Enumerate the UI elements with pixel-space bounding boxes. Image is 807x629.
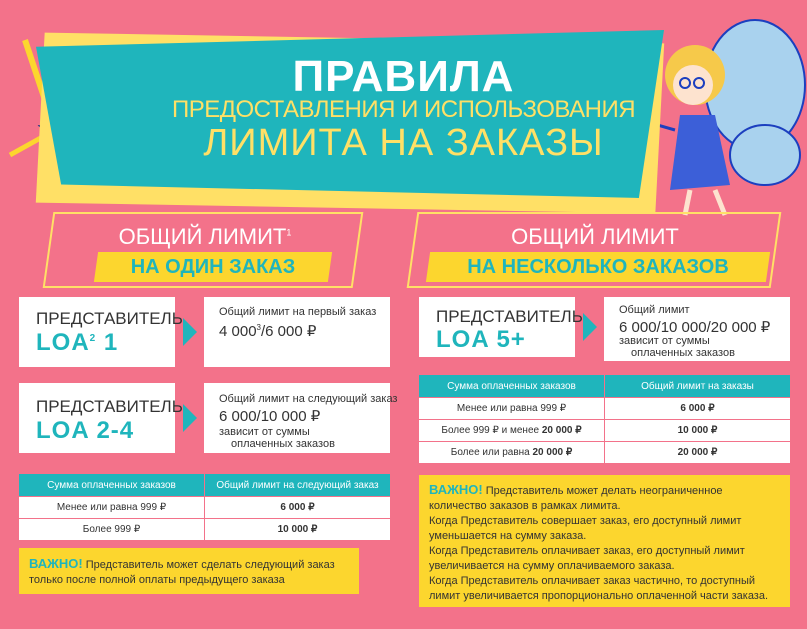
- table-cell: Менее или равна 999 ₽: [419, 398, 605, 420]
- rep-loa24-label: ПРЕДСТАВИТЕЛЬ: [36, 397, 183, 416]
- rep-loa5-code: LOA 5+: [436, 326, 526, 353]
- info-loa1-value: [219, 322, 316, 340]
- left-heading-text: ОБЩИЙ ЛИМИТ: [118, 224, 287, 249]
- note-text: Когда Представитель совершает заказ, его доступный лимит: [429, 515, 742, 527]
- info-loa24-value: 6 000/10 000 ₽: [219, 408, 321, 425]
- table-header: Общий лимит на следующий заказ: [205, 474, 391, 497]
- table-cell: 6 000 ₽: [605, 398, 791, 420]
- table-cell: 20 000 ₽: [605, 442, 791, 464]
- info-loa24-title: Общий лимит на следующий заказ: [219, 393, 398, 405]
- table-cell: Более 999 ₽: [19, 519, 205, 541]
- table-header-row: [19, 474, 390, 497]
- table-row: [19, 519, 390, 541]
- note-text: количество заказов в рамках лимита.: [429, 500, 621, 512]
- info-loa5-note-1: зависит от суммы: [619, 335, 710, 347]
- note-text: Представитель может делать неограниченное: [482, 485, 723, 497]
- table-row: [19, 497, 390, 519]
- right-limit-table: [419, 375, 790, 463]
- left-section-subtitle: НА ОДИН ЗАКАЗ: [130, 256, 296, 278]
- info-loa1-sup: 3: [256, 323, 261, 332]
- left-section-title: [70, 224, 340, 250]
- table-row: [419, 442, 790, 464]
- page-subtitle: ПРЕДОСТАВЛЕНИЯ И ИСПОЛЬЗОВАНИЯ: [171, 96, 636, 123]
- page-subtitle-2: ЛИМИТА НА ЗАКАЗЫ: [203, 122, 604, 164]
- rep-loa1-num: 1: [103, 329, 119, 356]
- table-cell: 6 000 ₽: [205, 497, 391, 519]
- info-loa5-value: 6 000/10 000/20 000 ₽: [619, 319, 771, 336]
- table-cell-bold: 20 000 ₽: [541, 425, 582, 436]
- right-section-subtitle: НА НЕСКОЛЬКО ЗАКАЗОВ: [467, 256, 729, 278]
- table-row: [419, 420, 790, 442]
- left-limit-table: [19, 474, 390, 540]
- table-cell: 10 000 ₽: [605, 420, 791, 442]
- table-cell-bold: 20 000 ₽: [532, 447, 573, 458]
- table-header: Сумма оплаченных заказов: [19, 474, 205, 497]
- rep-loa1-code: [36, 329, 118, 357]
- info-loa5-note-2: оплаченных заказов: [631, 347, 735, 359]
- rep-loa1-code-text: LOA: [36, 329, 90, 356]
- info-loa1-value-b: /6 000 ₽: [261, 323, 317, 340]
- note-important-label: ВАЖНО!: [29, 556, 83, 571]
- note-text: Когда Представитель оплачивает заказ, его доступный лимит: [429, 545, 745, 557]
- table-header: Сумма оплаченных заказов: [419, 375, 605, 398]
- left-important-note: [19, 548, 359, 594]
- table-cell-text: Более или равна: [450, 447, 533, 458]
- note-text: только после полной оплаты предыдущего заказа: [29, 574, 285, 586]
- rep-loa1-sup: 2: [89, 333, 97, 344]
- table-cell: [419, 420, 605, 442]
- table-row: [419, 398, 790, 420]
- table-cell-text: Более 999 ₽ и менее: [441, 425, 542, 436]
- table-cell: 10 000 ₽: [205, 519, 391, 541]
- table-header: Общий лимит на заказы: [605, 375, 791, 398]
- info-loa24-note-1: зависит от суммы: [219, 426, 310, 438]
- info-loa5-title: Общий лимит: [619, 304, 690, 316]
- right-important-note: [419, 475, 790, 607]
- arrow-right-icon: [183, 318, 197, 346]
- note-text: Представитель может сделать следующий заказ: [82, 559, 335, 571]
- arrow-right-icon: [183, 404, 197, 432]
- note-text: увеличивается на сумму оплачиваемого заказа.: [429, 560, 675, 572]
- rep-loa1-label: ПРЕДСТАВИТЕЛЬ: [36, 309, 183, 328]
- info-loa24-note-2: оплаченных заказов: [231, 438, 335, 450]
- table-cell: [419, 442, 605, 464]
- note-text: Когда Представитель оплачивает заказ частично, то доступный: [429, 575, 756, 587]
- rep-loa24-code: LOA 2-4: [36, 417, 135, 444]
- left-heading-sup: 1: [286, 227, 292, 238]
- arrow-right-icon: [583, 313, 597, 341]
- rep-loa5-label: ПРЕДСТАВИТЕЛЬ: [436, 307, 583, 326]
- note-text: уменьшается на сумму заказа.: [429, 530, 587, 542]
- info-loa1-value-a: 4 000: [219, 323, 257, 340]
- table-header-row: [419, 375, 790, 398]
- table-cell: Менее или равна 999 ₽: [19, 497, 205, 519]
- page-title: ПРАВИЛА: [292, 52, 515, 101]
- note-text: лимит увеличивается пропорционально оплаченной части заказа.: [429, 590, 769, 602]
- right-section-title: ОБЩИЙ ЛИМИТ: [511, 224, 679, 249]
- info-loa1-title: Общий лимит на первый заказ: [219, 306, 377, 318]
- note-important-label: ВАЖНО!: [429, 482, 483, 497]
